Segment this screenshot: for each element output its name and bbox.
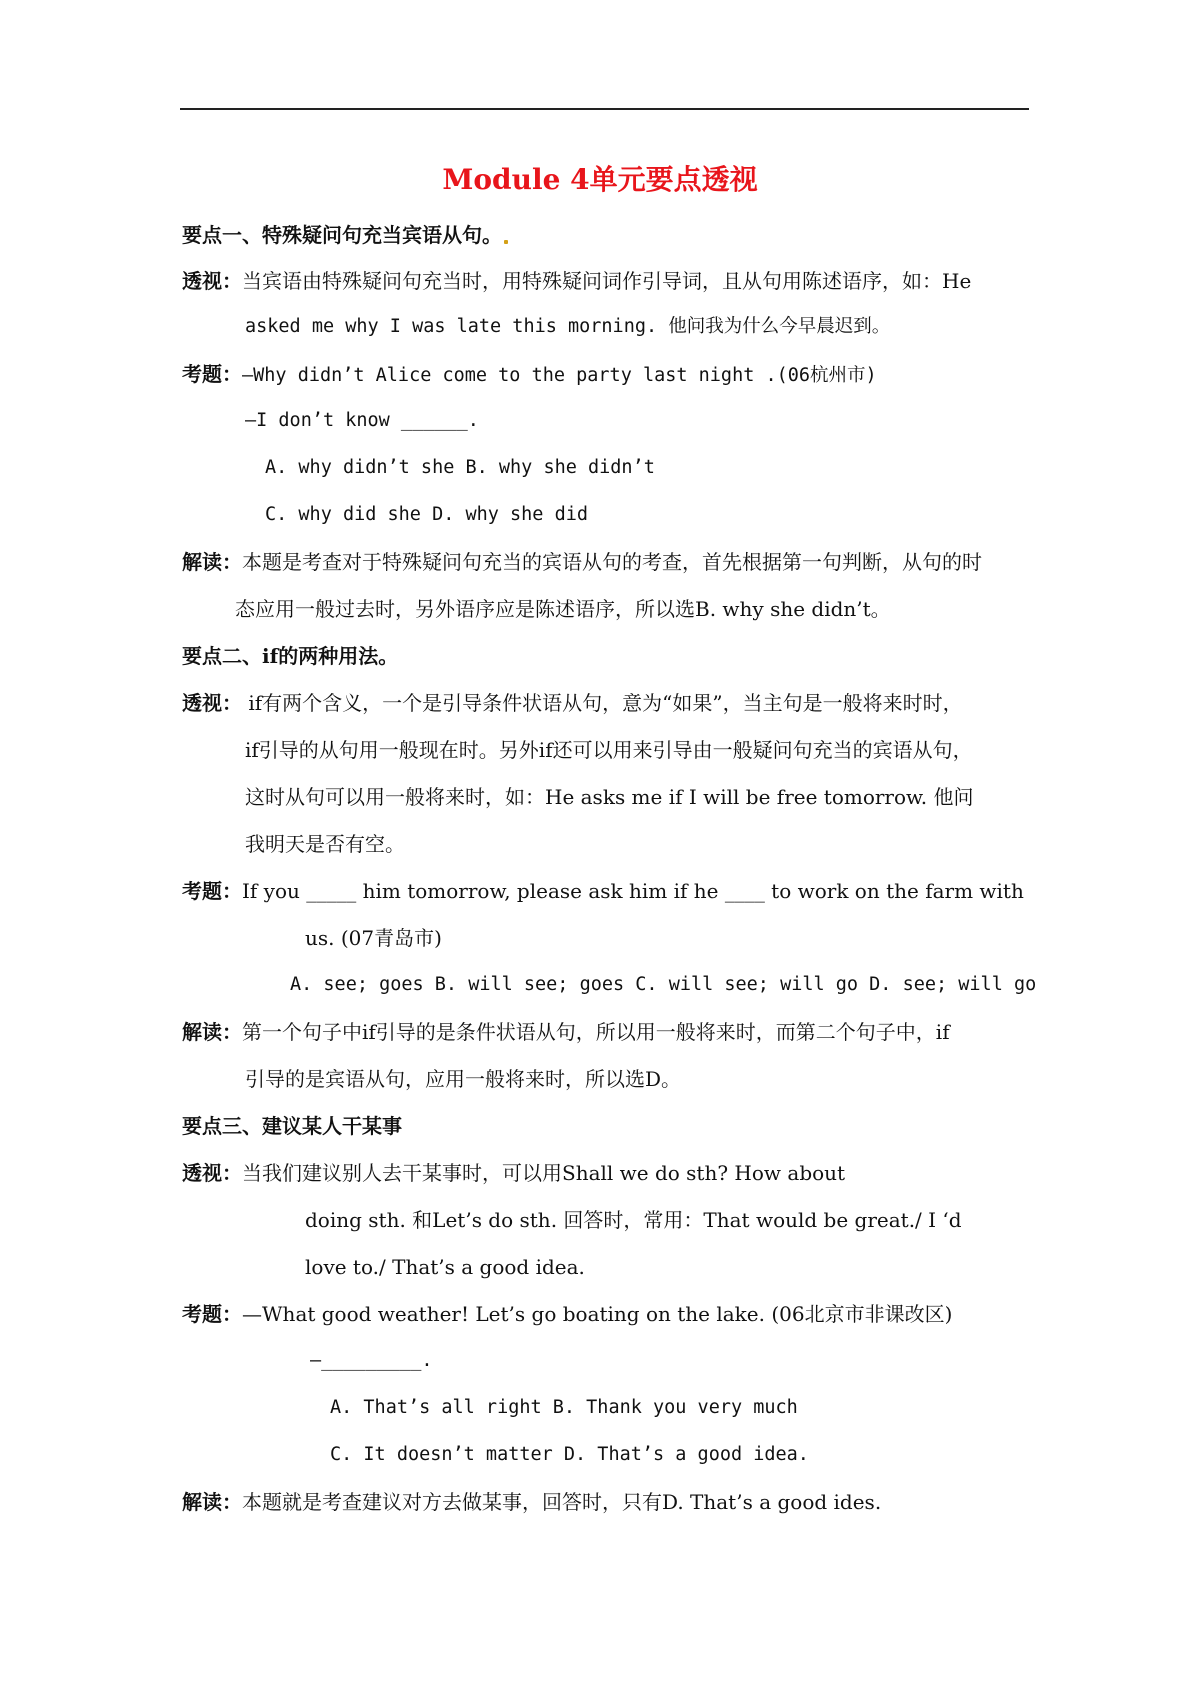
s2-tou-line-3: 这时从句可以用一般将来时，如：He asks me if I will be free tomorrow. 他问 (245, 785, 974, 809)
page-title: Module 4单元要点透视 (442, 163, 758, 196)
s1-tou-line-2: asked me why I was late this morning. 他问我为什么今早晨迟到。 (245, 316, 891, 337)
s2-tou-line-2: if引导的从句用一般现在时。另外if还可以用来引导由一般疑问句充当的宾语从句， (245, 738, 973, 762)
s3-tou-line-2: doing sth. 和Let’s do sth. 回答时，常用：That would be great./ I ‘d (305, 1208, 962, 1232)
s3-kao-line-2: —_________. (310, 1350, 433, 1371)
section-3-heading: 要点三、建议某人干某事 (182, 1114, 402, 1138)
s1-options-cd: C. why did she D. why she did (265, 504, 589, 525)
s1-tou-line-1: 透视：当宾语由特殊疑问句充当时，用特殊疑问词作引导词，且从句用陈述语序，如：He (182, 269, 972, 293)
s2-options: A. see; goes B. will see; goes C. will see; will go D. see; will go (290, 974, 1037, 995)
s2-jie-line-1: 解读：第一个句子中if引导的是条件状语从句，所以用一般将来时，而第二个句子中，if (182, 1020, 950, 1044)
s3-options-ab: A. That’s all right B. Thank you very much (330, 1397, 798, 1418)
marker-dot (504, 240, 508, 244)
s2-tou-line-4: 我明天是否有空。 (245, 832, 405, 856)
s2-tou-line-1: 透视： if有两个含义，一个是引导条件状语从句，意为“如果”，当主句是一般将来时时， (182, 691, 963, 715)
s2-kao-line-2: us. (07青岛市) (305, 926, 442, 950)
s3-tou-line-3: love to./ That’s a good idea. (305, 1255, 585, 1279)
s1-jie-line-2: 态应用一般过去时，另外语序应是陈述语序，所以选B. why she didn’t。 (235, 597, 891, 621)
s1-kao-line-1: 考题：—Why didn’t Alice come to the party last night .(06杭州市) (182, 362, 877, 386)
section-1-heading: 要点一、特殊疑问句充当宾语从句。 (182, 222, 510, 248)
s3-options-cd: C. It doesn’t matter D. That’s a good idea. (330, 1444, 809, 1465)
section-2-heading: 要点二、if的两种用法。 (182, 644, 399, 668)
s3-jie-line-1: 解读：本题就是考查建议对方去做某事，回答时，只有D. That’s a good ides. (182, 1490, 882, 1514)
s2-jie-line-2: 引导的是宾语从句，应用一般将来时，所以选D。 (245, 1067, 682, 1091)
s2-kao-line-1: 考题：If you _____ him tomorrow, please ask him if he ____ to work on the farm with (182, 879, 1024, 903)
s3-kao-line-1: 考题：—What good weather! Let’s go boating on the lake. (06北京市非课改区) (182, 1302, 953, 1326)
s1-options-ab: A. why didn’t she B. why she didn’t (265, 457, 655, 478)
s3-tou-line-1: 透视：当我们建议别人去干某事时，可以用Shall we do sth? How about (182, 1161, 846, 1185)
header-rule (180, 108, 1029, 110)
s1-kao-line-2: —I don’t know ______. (245, 410, 479, 431)
s1-jie-line-1: 解读：本题是考查对于特殊疑问句充当的宾语从句的考查，首先根据第一句判断，从句的时 (182, 550, 982, 574)
